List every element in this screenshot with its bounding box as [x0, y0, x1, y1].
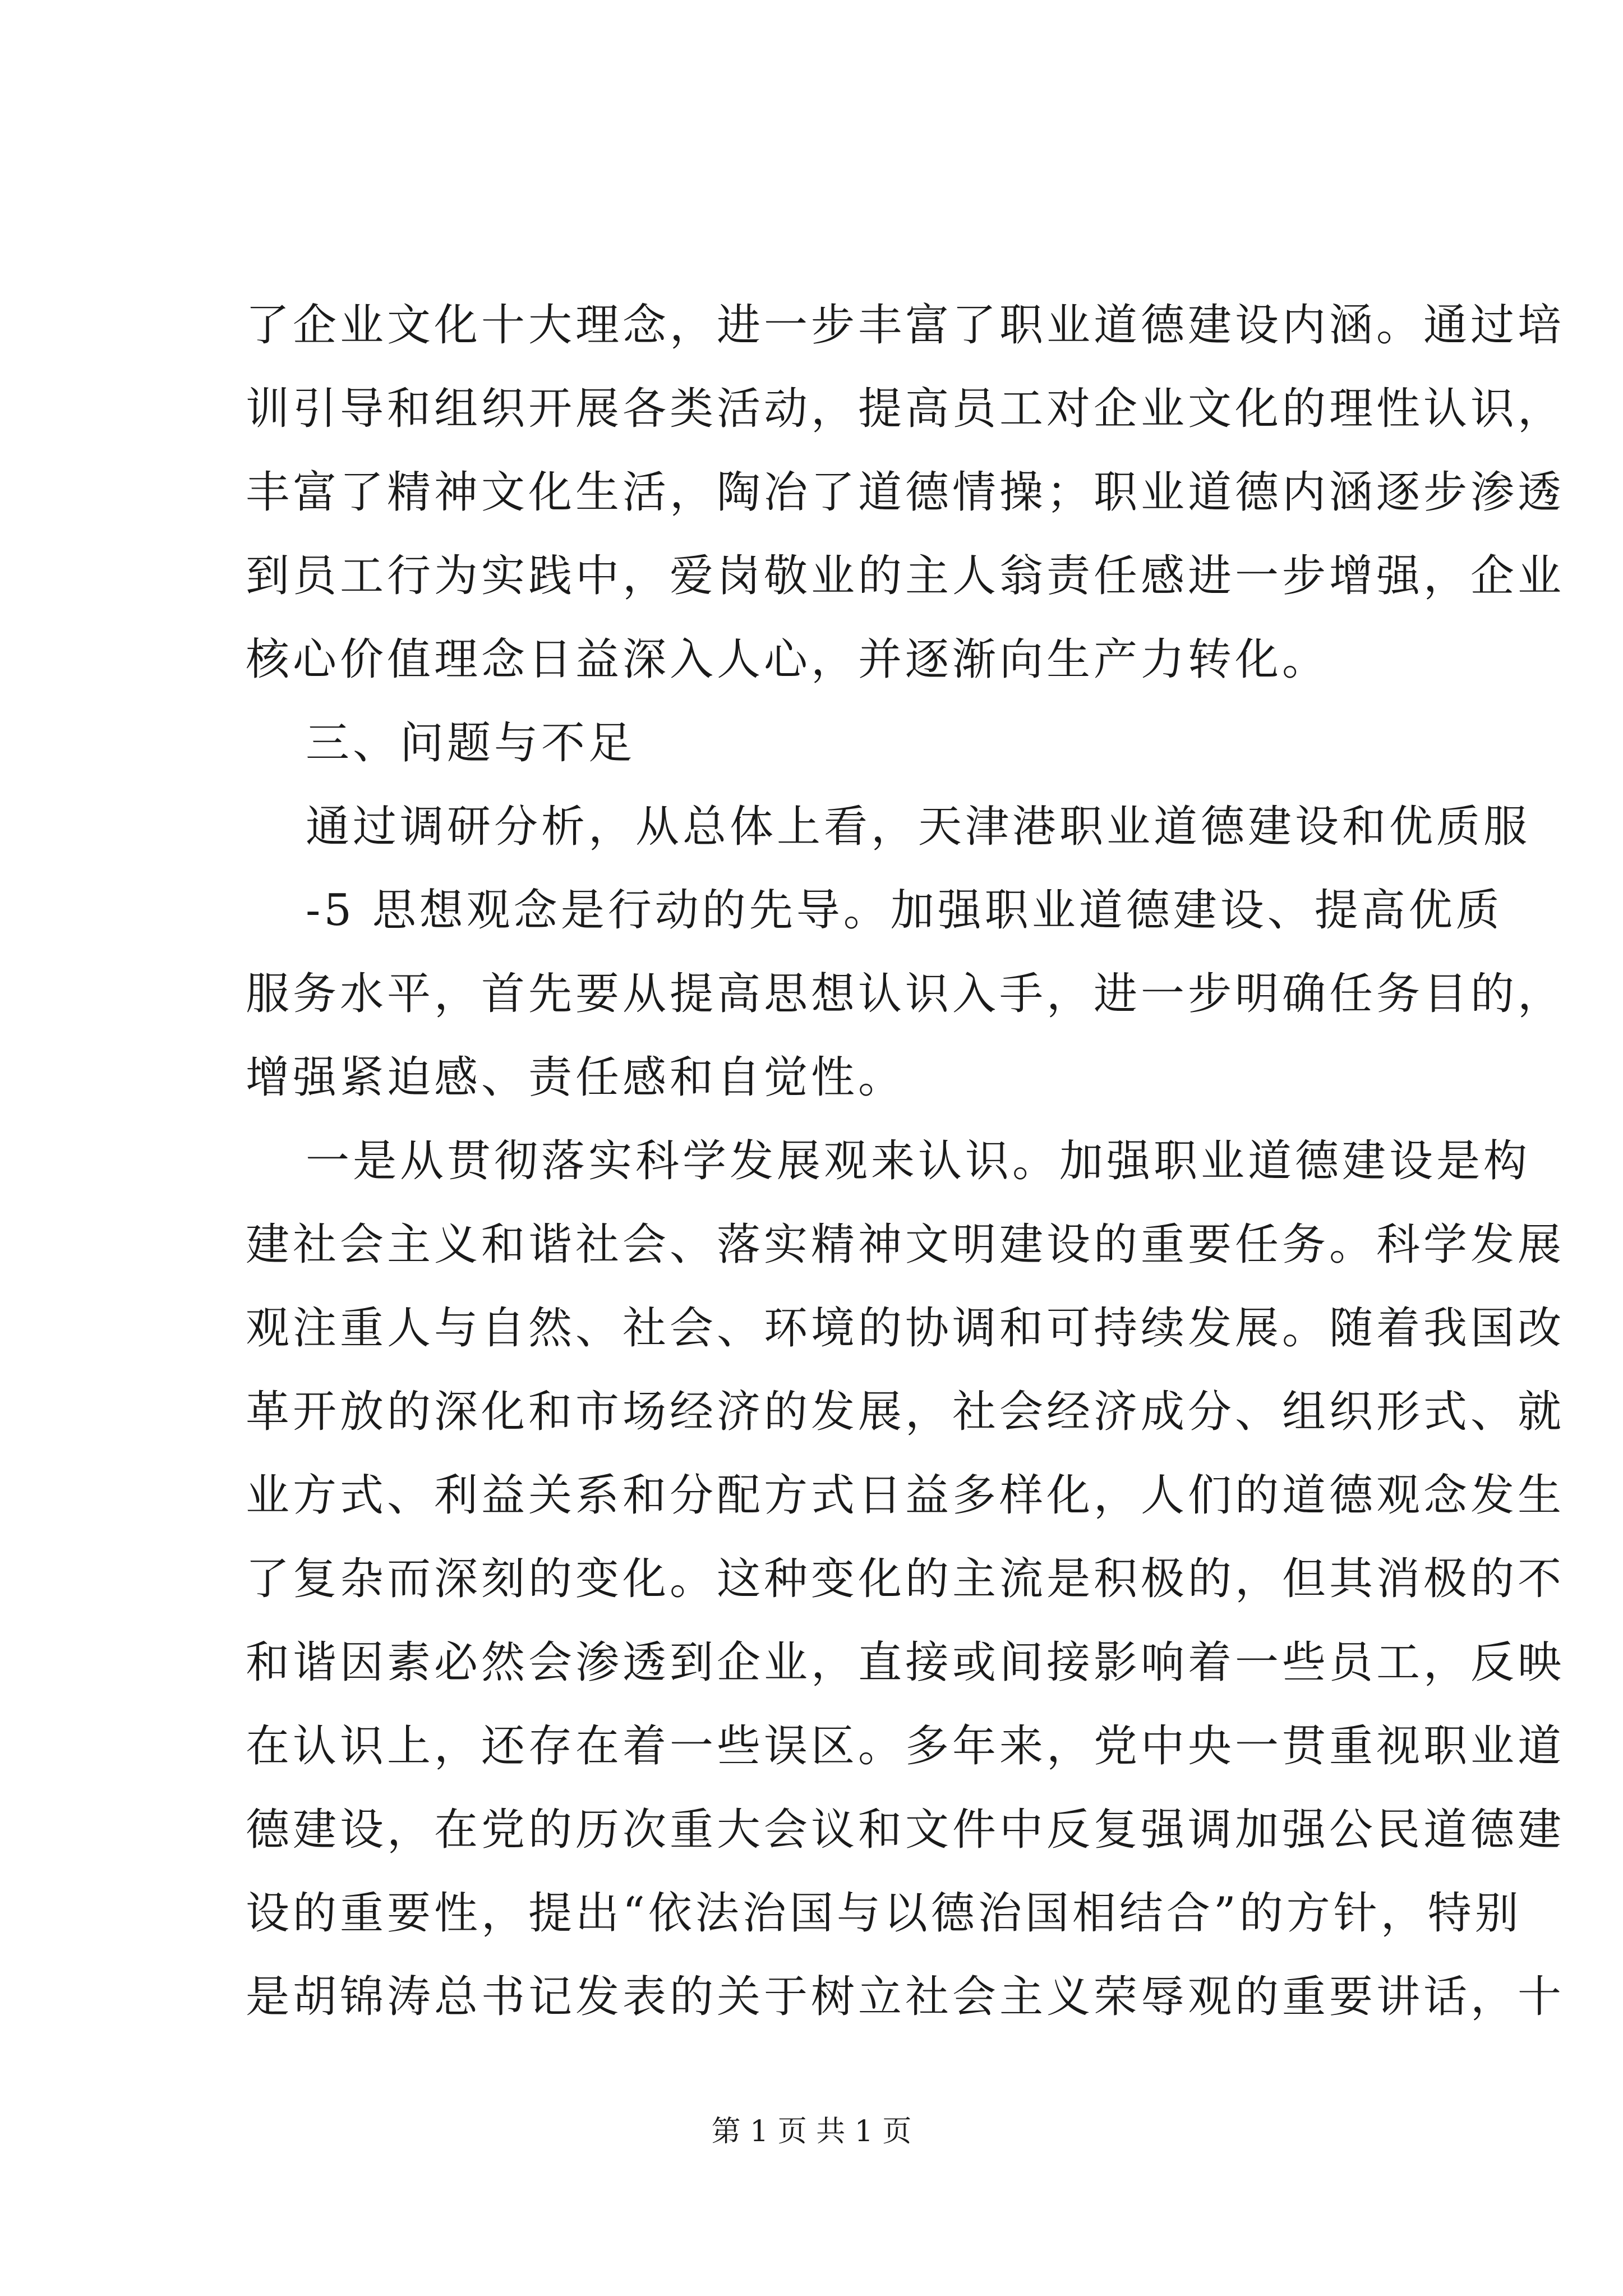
text-line-7: 通过调研分析，从总体上看，天津港职业道德建设和优质服	[306, 802, 1531, 852]
text-line-1: 了企业文化十大理念，进一步丰富了职业道德建设内涵。通过培	[246, 300, 1565, 351]
text-line-11: 一是从贯彻落实科学发展观来认识。加强职业道德建设是构	[306, 1136, 1531, 1186]
text-line-21: 是胡锦涛总书记发表的关于树立社会主义荣辱观的重要讲话，十	[246, 1972, 1565, 2022]
text-line-18: 在认识上，还存在着一些误区。多年来，党中央一贯重视职业道	[246, 1721, 1565, 1772]
text-line-16: 了复杂而深刻的变化。这种变化的主流是积极的，但其消极的不	[246, 1554, 1565, 1604]
text-line-20: 设的重要性，提出“依法治国与以德治国相结合”的方针，特别	[246, 1888, 1522, 1939]
text-line-12: 建社会主义和谐社会、落实精神文明建设的重要任务。科学发展	[246, 1220, 1565, 1270]
text-line-2: 训引导和组织开展各类活动，提高员工对企业文化的理性认识，	[246, 384, 1565, 434]
text-line-19: 德建设，在党的历次重大会议和文件中反复强调加强公民道德建	[246, 1805, 1565, 1855]
text-line-17: 和谐因素必然会渗透到企业，直接或间接影响着一些员工，反映	[246, 1637, 1565, 1688]
text-line-9: 服务水平，首先要从提高思想认识入手，进一步明确任务目的，	[246, 969, 1565, 1019]
text-line-5: 核心价值理念日益深入人心，并逐渐向生产力转化。	[246, 634, 1330, 685]
text-line-8: -5 思想观念是行动的先导。加强职业道德建设、提高优质	[306, 885, 1503, 936]
text-line-14: 革开放的深化和市场经济的发展，社会经济成分、组织形式、就	[246, 1387, 1565, 1437]
text-line-4: 到员工行为实践中，爱岗敬业的主人翁责任感进一步增强，企业	[246, 551, 1565, 601]
section-heading: 三、问题与不足	[306, 718, 636, 769]
text-line-15: 业方式、利益关系和分配方式日益多样化，人们的道德观念发生	[246, 1470, 1565, 1521]
text-line-13: 观注重人与自然、社会、环境的协调和可持续发展。随着我国改	[246, 1303, 1565, 1354]
page-number-footer: 第 1 页 共 1 页	[711, 2115, 912, 2148]
text-line-10: 增强紧迫感、责任感和自觉性。	[246, 1052, 906, 1103]
text-line-3: 丰富了精神文化生活，陶冶了道德情操；职业道德内涵逐步渗透	[246, 467, 1565, 518]
